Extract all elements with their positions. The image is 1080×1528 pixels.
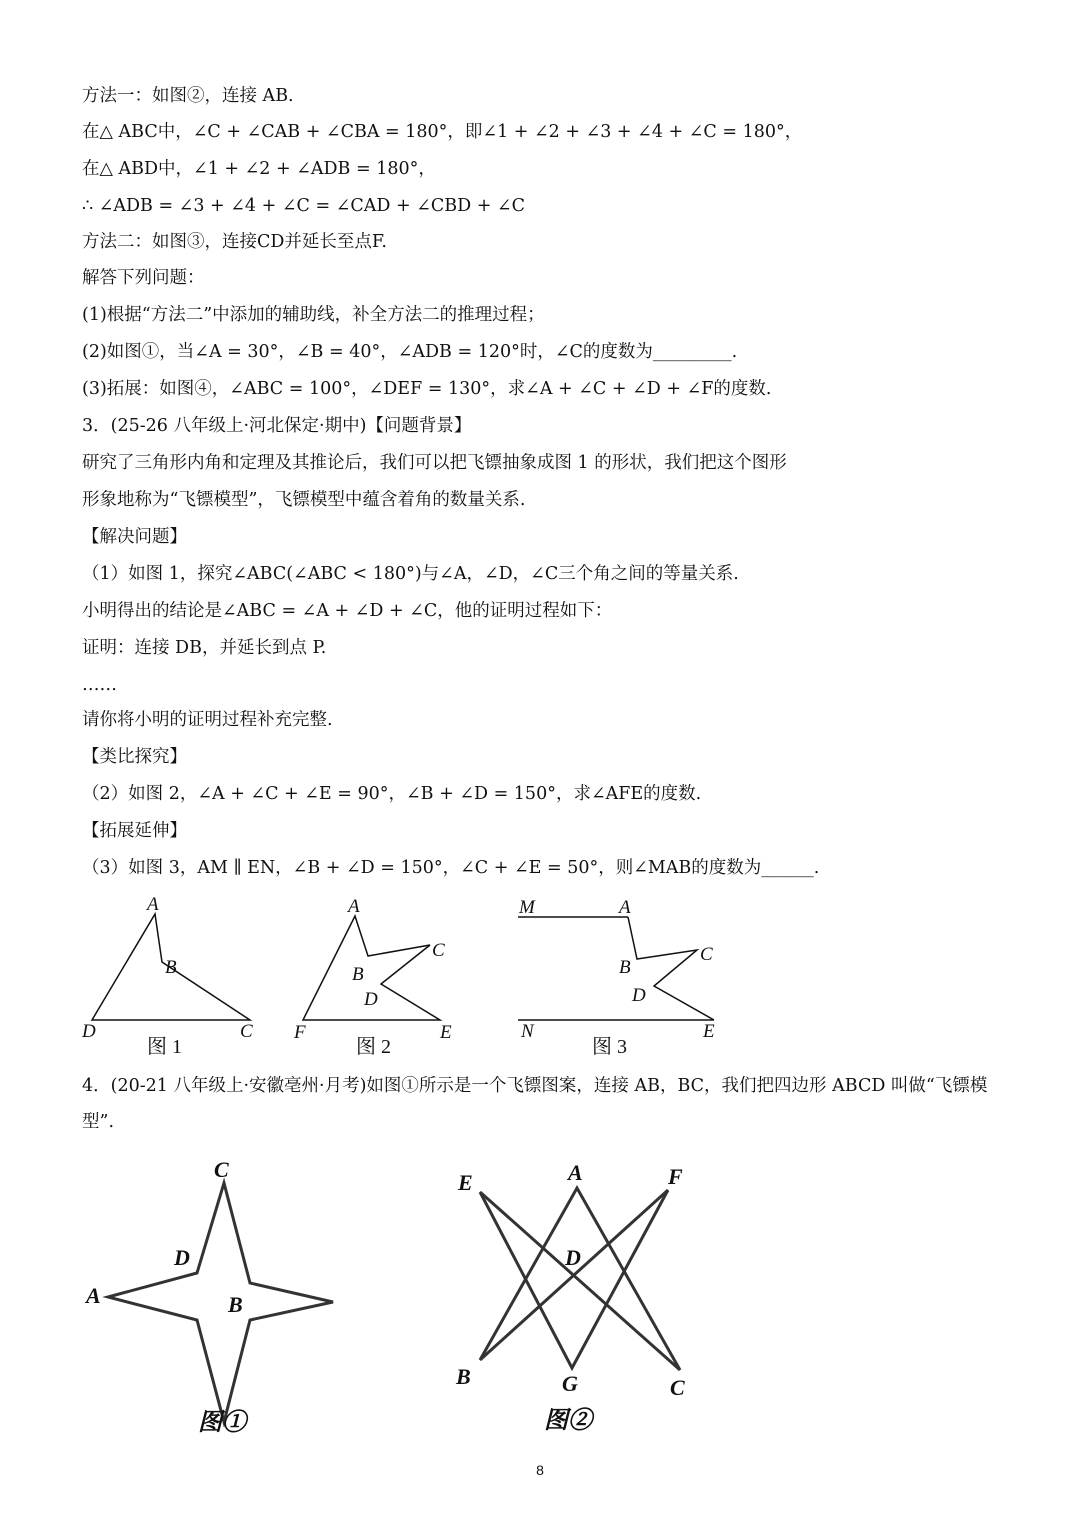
point-label: B — [165, 957, 177, 978]
text-line: 证明：连接 DB，并延长到点 P. — [82, 638, 327, 658]
section-heading: 【类比探究】 — [82, 747, 187, 767]
text-line: 方法二：如图③，连接CD并延长至点F. — [82, 232, 387, 252]
page-number: 8 — [536, 1462, 544, 1478]
text-line: …… — [82, 675, 117, 695]
question-3-header: 3．(25-26 八年级上·河北保定·期中)【问题背景】 — [82, 416, 472, 436]
point-label: C — [432, 940, 445, 961]
text-line: 研究了三角形内角和定理及其推论后，我们可以把飞镖抽象成图 1 的形状，我们把这个图形 — [82, 453, 787, 473]
point-label: B — [619, 957, 631, 978]
point-label: C — [240, 1021, 253, 1042]
point-label: B — [352, 964, 364, 985]
point-label: D — [565, 1245, 581, 1270]
question-4-text: 4．(20-21 八年级上·安徽亳州·月考)如图①所示是一个飞镖图案，连接 AB，BC，我们把四边形 ABCD 叫做“飞镖模型”. — [82, 1076, 988, 1132]
point-label: E — [703, 1021, 715, 1042]
point-label: F — [294, 1022, 306, 1043]
point-label: A — [619, 897, 631, 918]
point-label: D — [82, 1021, 96, 1042]
figure-star — [108, 1183, 333, 1422]
figures-row-2 — [0, 1150, 1080, 1450]
text-line: (3)拓展：如图④，∠ABC = 100°，∠DEF = 130°，求∠A + ∠C + ∠D + ∠F的度数. — [82, 379, 772, 399]
point-label: C — [670, 1375, 685, 1400]
point-label: C — [214, 1157, 229, 1182]
figure-cross — [480, 1188, 680, 1370]
point-label: A — [568, 1160, 583, 1185]
text-line: 请你将小明的证明过程补充完整. — [82, 710, 333, 730]
figure-star-caption: 图① — [198, 1410, 246, 1436]
text-line: 在△ ABD中，∠1 + ∠2 + ∠ADB = 180°， — [82, 159, 436, 179]
text-line: （1）如图 1，探究∠ABC(∠ABC < 180°)与∠A，∠D，∠C三个角之间的等量关系. — [82, 564, 739, 584]
point-label: B — [456, 1364, 471, 1389]
point-label: A — [147, 894, 159, 915]
figures-row-1 — [0, 890, 1080, 1065]
point-label: M — [519, 897, 535, 918]
figure-1-caption: 图 1 — [147, 1036, 182, 1058]
figure-cross-caption: 图② — [544, 1408, 592, 1434]
point-label: F — [668, 1164, 683, 1189]
figure-3 — [518, 917, 714, 1020]
text-line: (2)如图①，当∠A = 30°，∠B = 40°，∠ADB = 120°时，∠C的度数为_________. — [82, 342, 738, 362]
point-label: C — [700, 944, 713, 965]
point-label: N — [521, 1021, 534, 1042]
text-line: ∴ ∠ADB = ∠3 + ∠4 + ∠C = ∠CAD + ∠CBD + ∠C — [82, 196, 525, 216]
text-line: 解答下列问题： — [82, 268, 205, 288]
text-line: 在△ ABC中，∠C + ∠CAB + ∠CBA = 180°，即∠1 + ∠2 + ∠3 + ∠4 + ∠C = 180°， — [82, 122, 803, 142]
figure-2-caption: 图 2 — [356, 1036, 391, 1058]
point-label: D — [364, 989, 378, 1010]
text-line: 方法一：如图②，连接 AB. — [82, 86, 294, 106]
point-label: E — [440, 1022, 452, 1043]
point-label: A — [86, 1283, 101, 1308]
text-line: 形象地称为“飞镖模型”，飞镖模型中蕴含着角的数量关系. — [82, 490, 526, 510]
point-label: D — [632, 985, 646, 1006]
point-label: B — [228, 1292, 243, 1317]
text-line: 小明得出的结论是∠ABC = ∠A + ∠D + ∠C，他的证明过程如下： — [82, 601, 613, 621]
point-label: D — [174, 1245, 190, 1270]
text-line: （2）如图 2，∠A + ∠C + ∠E = 90°，∠B + ∠D = 150°，求∠AFE的度数. — [82, 784, 702, 804]
section-heading: 【解决问题】 — [82, 527, 187, 547]
figure-3-caption: 图 3 — [592, 1036, 627, 1058]
text-line: （3）如图 3，AM ∥ EN，∠B + ∠D = 150°，∠C + ∠E = 50°，则∠MAB的度数为______. — [82, 858, 820, 878]
point-label: E — [458, 1170, 473, 1195]
text-line: (1)根据“方法二”中添加的辅助线，补全方法二的推理过程； — [82, 305, 545, 325]
point-label: A — [348, 896, 360, 917]
point-label: G — [562, 1371, 578, 1396]
section-heading: 【拓展延伸】 — [82, 821, 187, 841]
